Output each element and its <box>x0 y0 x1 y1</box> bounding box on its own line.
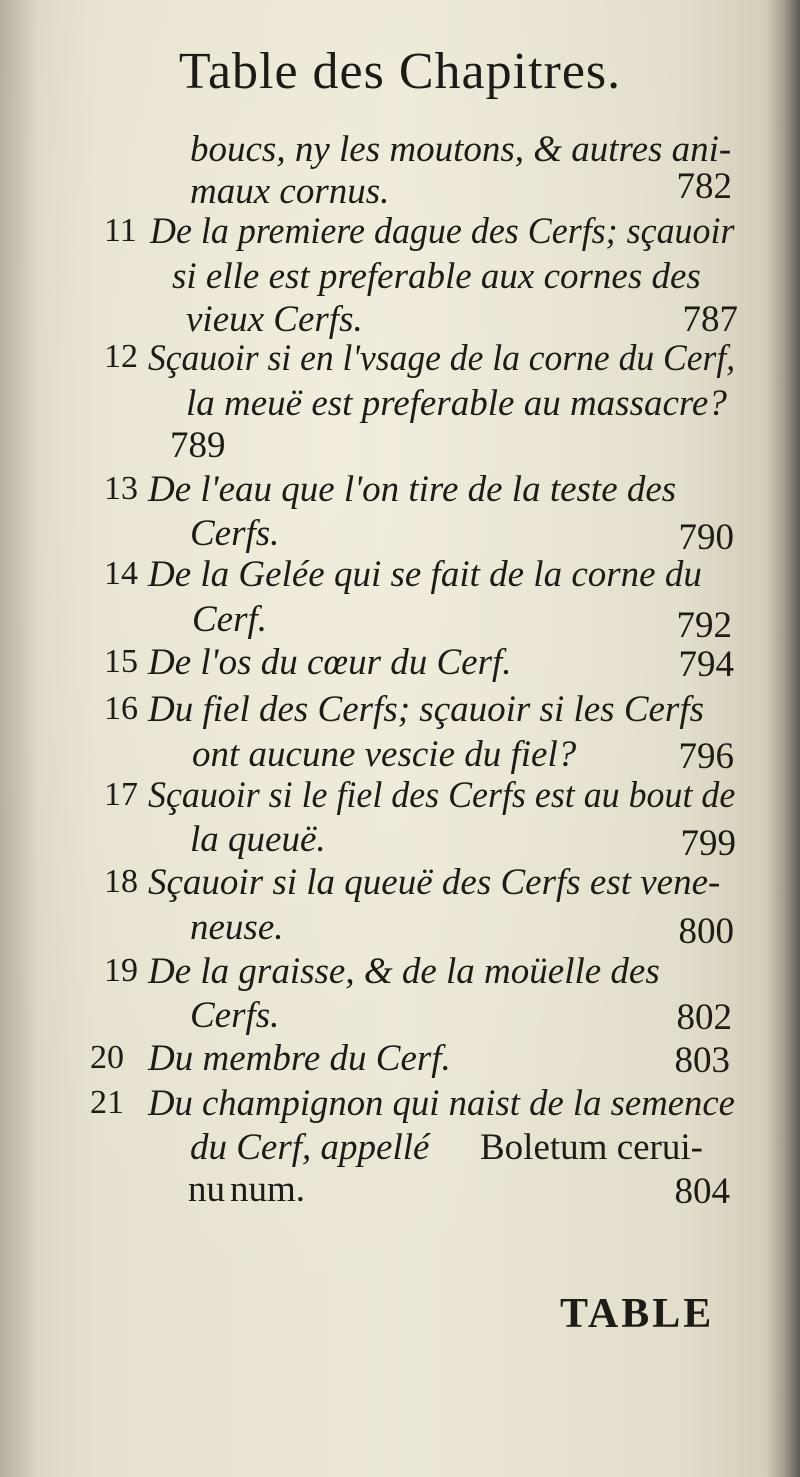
page-ref: 790 <box>678 517 734 558</box>
entry-line: De l'eau que l'on tire de la teste des <box>148 469 677 510</box>
entry-line: Du fiel des Cerfs; sçauoir si les Cerfs <box>148 689 705 730</box>
entry-line: Sçauoir si le fiel des Cerfs est au bout de <box>148 775 736 816</box>
chapter-number: 13 <box>104 470 138 507</box>
entry-line: Sçauoir si la queuë des Cerfs est vene- <box>148 862 721 903</box>
chapter-number: 21 <box>90 1084 124 1121</box>
entry-line: ont aucune vescie du fiel? <box>192 734 577 775</box>
entry-line: Sçauoir si en l'vsage de la corne du Cerf, <box>148 338 736 379</box>
chapter-number: 12 <box>104 338 138 375</box>
page-ref: 802 <box>676 997 732 1038</box>
page-ref: 782 <box>676 166 732 207</box>
entry-line: Du membre du Cerf. <box>148 1038 451 1079</box>
chapter-number: 18 <box>104 863 138 900</box>
page-ref: 792 <box>676 605 732 646</box>
page-ref: 787 <box>682 299 738 340</box>
page-ref: 799 <box>680 823 736 864</box>
chapter-number: 14 <box>104 555 138 592</box>
catchword: TABLE <box>560 1291 715 1337</box>
entry-line: Du champignon qui naist de la semence <box>148 1083 735 1124</box>
page-ref: 796 <box>678 736 734 777</box>
page-edge-shadow <box>766 0 800 1477</box>
chapter-number: 20 <box>90 1039 124 1076</box>
page-gutter-shadow <box>0 0 40 1477</box>
page-ref: 800 <box>678 911 734 952</box>
entry-line: neuse. <box>190 907 284 948</box>
entry-line: De la graisse, & de la moüelle des <box>148 951 660 992</box>
chapter-number: 16 <box>104 690 138 727</box>
entry-line: Cerf. <box>192 599 268 640</box>
entry-line: De l'os du cœur du Cerf. <box>148 642 512 683</box>
entry-line: si elle est preferable aux cornes des <box>172 256 701 297</box>
entry-line: la meuë est preferable au massacre? <box>186 383 727 424</box>
entry-line: num. <box>230 1169 306 1210</box>
page-ref: 804 <box>674 1171 730 1212</box>
entry-line: De la Gelée qui se fait de la corne du <box>148 554 702 595</box>
chapter-number: 19 <box>104 952 138 989</box>
entry-line: du Cerf, appellé <box>190 1127 430 1168</box>
entry-line: maux cornus. <box>190 171 390 212</box>
entry-line: vieux Cerfs. <box>186 299 363 340</box>
page-ref: 794 <box>678 644 734 685</box>
chapter-number: 15 <box>104 643 138 680</box>
entry-line-roman: nu <box>188 1169 225 1210</box>
entry-line: Cerfs. <box>190 995 280 1036</box>
page-ref: 803 <box>674 1040 730 1081</box>
entry-line-roman: Boletum cerui- <box>480 1127 703 1168</box>
running-head-title: Table des Chapitres. <box>178 43 622 100</box>
chapter-number: 11 <box>104 212 137 249</box>
chapter-number: 17 <box>104 776 138 813</box>
entry-line: la queuë. <box>190 819 326 860</box>
entry-line: Cerfs. <box>190 513 280 554</box>
entry-line: De la premiere dague des Cerfs; sçauoir <box>150 211 735 252</box>
entry-line: boucs, ny les moutons, & autres ani- <box>190 129 732 170</box>
page-ref: 789 <box>170 425 226 466</box>
